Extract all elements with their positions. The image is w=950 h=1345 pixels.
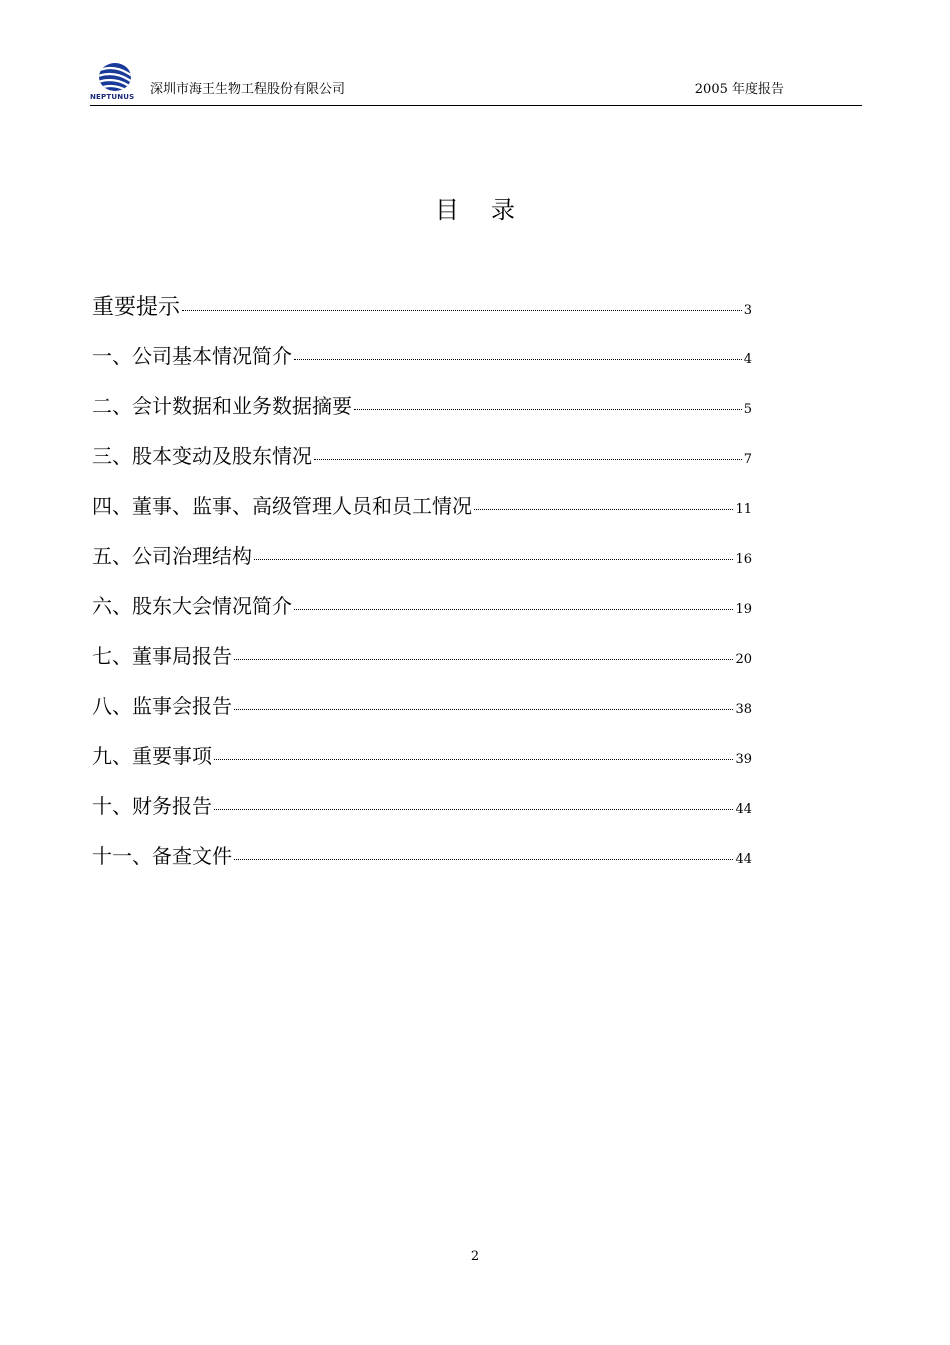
toc-item-label: 三、股本变动及股东情况 (92, 444, 312, 468)
toc-item-label: 七、董事局报告 (92, 644, 232, 668)
toc-item-label: 重要提示 (92, 295, 181, 320)
logo-text: NEPTUNUS (90, 93, 135, 101)
header-rule (90, 105, 862, 106)
toc-item-supervisory-report[interactable] (92, 690, 752, 740)
neptunus-logo-icon (98, 62, 132, 92)
toc-leader-dots (214, 809, 733, 810)
toc-item-financial-report[interactable] (92, 790, 752, 840)
toc-leader-dots (354, 409, 742, 410)
toc-leader-dots (234, 659, 733, 660)
toc-item-page: 44 (735, 802, 752, 817)
toc-item-governance[interactable] (92, 540, 752, 590)
toc-item-page: 7 (743, 452, 752, 467)
toc-title: 目录 (435, 196, 547, 224)
toc-item-page: 44 (735, 852, 752, 867)
toc-item-page: 3 (743, 303, 752, 318)
toc-leader-dots (214, 759, 733, 760)
toc-item-share-capital[interactable] (92, 440, 752, 490)
toc-item-label: 九、重要事项 (92, 744, 212, 768)
page-header (90, 62, 862, 106)
toc-item-page: 20 (735, 652, 752, 667)
toc-item-label: 五、公司治理结构 (92, 544, 252, 568)
table-of-contents (92, 290, 752, 890)
toc-item-directors[interactable] (92, 490, 752, 540)
toc-leader-dots (254, 559, 733, 560)
toc-leader-dots (234, 709, 733, 710)
toc-item-accounting-data[interactable] (92, 390, 752, 440)
company-name: 深圳市海王生物工程股份有限公司 (150, 82, 346, 97)
toc-item-label: 十、财务报告 (92, 794, 212, 818)
company-logo (90, 62, 136, 104)
toc-item-page: 5 (743, 402, 752, 417)
toc-leader-dots (294, 609, 733, 610)
toc-item-label: 一、公司基本情况简介 (92, 344, 292, 368)
toc-item-label: 八、监事会报告 (92, 694, 232, 718)
toc-item-label: 十一、备查文件 (92, 844, 232, 868)
toc-item-page: 19 (735, 602, 752, 617)
toc-leader-dots (314, 459, 742, 460)
toc-item-page: 11 (735, 502, 752, 517)
toc-item-shareholders-meeting[interactable] (92, 590, 752, 640)
toc-item-label: 四、董事、监事、高级管理人员和员工情况 (92, 494, 472, 518)
toc-leader-dots (474, 509, 733, 510)
toc-item-label: 二、会计数据和业务数据摘要 (92, 394, 352, 418)
toc-item-reference-documents[interactable] (92, 840, 752, 890)
toc-item-page: 16 (735, 552, 752, 567)
toc-item-major-events[interactable] (92, 740, 752, 790)
toc-leader-dots (182, 310, 742, 311)
toc-item-company-profile[interactable] (92, 340, 752, 390)
toc-item-page: 39 (735, 752, 752, 767)
toc-leader-dots (234, 859, 733, 860)
toc-item-board-report[interactable] (92, 640, 752, 690)
page-number: 2 (470, 1249, 480, 1264)
toc-item-important-notice[interactable] (92, 290, 752, 340)
report-title: 2005 年度报告 (694, 82, 784, 97)
toc-item-page: 38 (735, 702, 752, 717)
toc-item-label: 六、股东大会情况简介 (92, 594, 292, 618)
toc-leader-dots (294, 359, 742, 360)
toc-item-page: 4 (743, 352, 752, 367)
